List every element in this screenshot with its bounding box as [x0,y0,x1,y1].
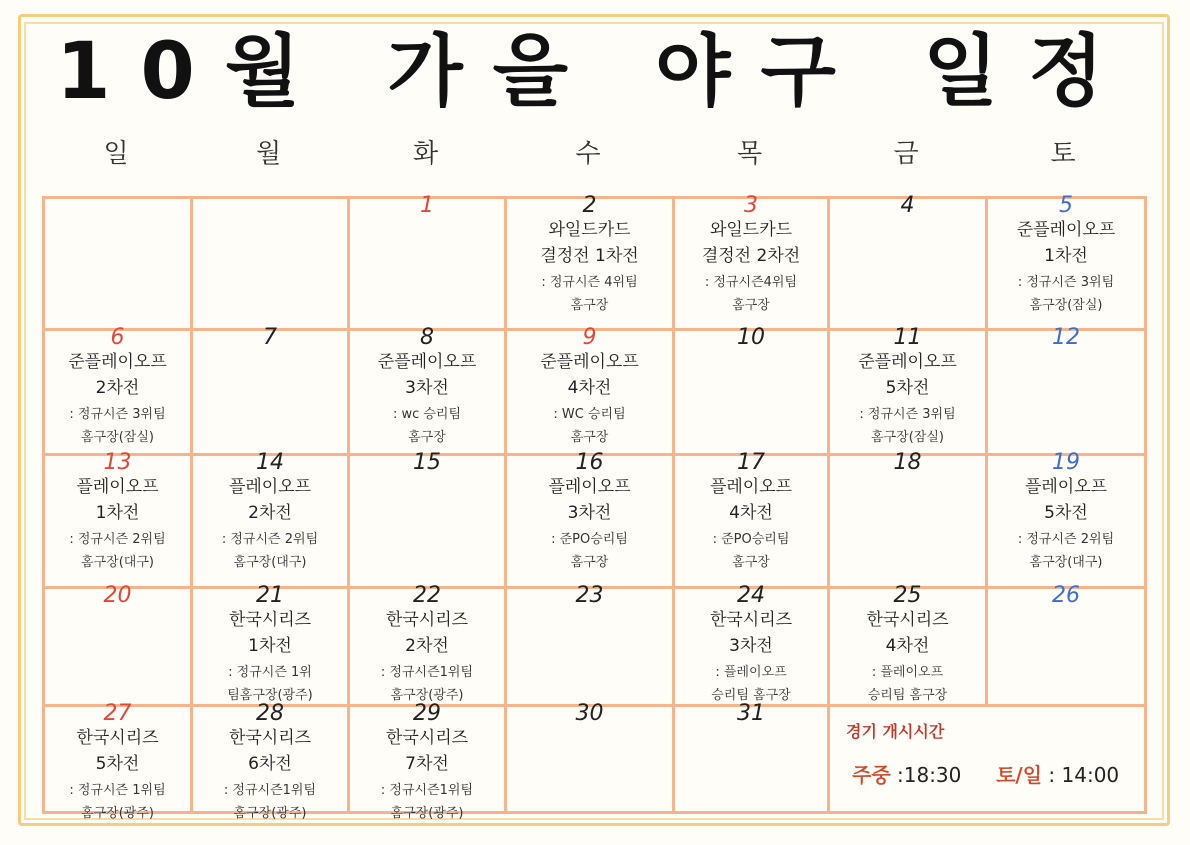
day-cell [830,583,988,707]
day-cell [193,583,350,707]
day-number: 10 [737,325,765,350]
event-content [988,217,1144,317]
event-title: 한국시리즈 3차전 [709,610,793,656]
day-cell [675,325,830,456]
weekday-label: 목 [736,139,763,169]
event-detail: : 정규시즌 1위팀 홈구장(광주) [69,783,166,821]
event-title: 플레이오프 2차전 [228,477,312,523]
day-number: 5 [1059,193,1073,218]
event-detail: : 정규시즌 3위팀 홈구장(잠실) [1017,275,1115,313]
day-number: 30 [575,701,604,726]
event-content [507,607,672,609]
day-cell [507,450,675,589]
page-title: 10월 가을 야구 일정 [56,27,1134,117]
event-detail: : 정규시즌1위팀 홈구장(광주) [380,783,474,821]
day-cell [675,701,830,811]
event-title: 준플레이오프 5차전 [858,352,957,398]
weekday-time-label: 주중 [852,763,891,787]
note-times [852,759,1119,788]
day-cell [350,193,507,331]
event-title: 와일드카드 결정전 2차전 [701,220,801,266]
weekday-label: 일 [103,139,129,169]
event-detail: : 플레이오프 승리팀 홈구장 [711,665,791,703]
event-detail: : wc 승리팀 홈구장 [392,407,462,445]
game-time-note [830,707,1144,811]
event-content [988,474,1144,574]
event-title: 준플레이오프 1차전 [1016,220,1116,266]
event-detail: : 준PO승리팀 홈구장 [551,532,628,570]
weekday-label: 수 [575,139,601,169]
event-detail: : 정규시즌 4위팀 홈구장 [541,275,638,313]
event-content [45,349,190,449]
weekday-label: 월 [255,139,282,169]
day-cell [988,193,1144,331]
weekday-time-value: :18:30 [897,763,962,787]
event-content [350,349,504,449]
day-number: 4 [900,193,915,218]
event-content [830,217,985,219]
weekday-label: 토 [1050,139,1076,169]
event-content [193,474,347,574]
day-cell [45,325,193,456]
event-detail: : 정규시즌1위팀 홈구장(광주) [223,783,317,821]
day-cell [988,583,1144,707]
event-content [675,349,827,351]
event-detail: : 준PO승리팀 홈구장 [712,532,790,570]
day-number: 27 [103,701,132,726]
weekday-label: 화 [412,139,439,169]
event-content [193,607,347,707]
day-number: 19 [1052,450,1080,475]
event-title: 와일드카드 결정전 1차전 [540,220,639,266]
day-cell [830,450,988,589]
day-cell [193,325,350,456]
day-cell [193,199,350,331]
day-number: 13 [103,450,132,475]
event-content [350,217,504,219]
event-content [988,607,1144,609]
day-number: 7 [263,325,277,350]
event-title: 한국시리즈 2차전 [385,610,469,656]
event-content [193,217,347,219]
event-detail: : 플레이오프 승리팀 홈구장 [867,665,948,703]
day-cell [350,450,507,589]
weekday-label: 금 [893,139,919,169]
event-title: 한국시리즈 7차전 [385,728,469,774]
event-content [507,349,672,449]
event-title: 한국시리즈 5차전 [76,728,159,774]
event-content [675,217,827,317]
day-number: 26 [1052,583,1080,608]
event-detail: : 정규시즌 2위팀 홈구장(대구) [69,532,166,570]
day-cell [988,325,1144,456]
event-content [350,725,504,825]
event-detail: : 정규시즌 1위 팀홈구장(광주) [227,665,313,703]
day-number: 22 [413,583,441,608]
day-cell [350,325,507,456]
weekday-header [42,136,1147,172]
day-cell [675,450,830,589]
day-number: 17 [737,450,765,475]
event-content [830,607,985,707]
day-cell [507,193,675,331]
event-content [45,725,190,825]
day-number: 23 [575,583,604,608]
event-title: 플레이오프 4차전 [709,477,793,523]
event-content [675,474,827,574]
day-cell [350,583,507,707]
day-cell [830,325,988,456]
event-content [507,474,672,574]
day-number: 29 [413,701,441,726]
day-number: 6 [110,325,125,350]
day-number: 14 [256,450,284,475]
day-number: 16 [575,450,604,475]
day-number: 25 [893,583,922,608]
event-title: 한국시리즈 1차전 [228,610,312,656]
day-cell [45,701,193,821]
day-number: 21 [256,583,284,608]
day-cell [507,325,675,456]
day-cell [45,583,193,707]
day-number: 24 [737,583,765,608]
event-content [507,217,672,317]
day-cell [830,193,988,331]
day-cell [45,450,193,589]
day-number: 28 [256,701,284,726]
event-content [675,607,827,707]
day-number: 12 [1052,325,1080,350]
day-number: 20 [103,583,132,608]
event-content [45,474,190,574]
day-number: 18 [893,450,922,475]
event-content [830,474,985,476]
event-content [675,725,827,727]
day-cell [507,583,675,707]
day-cell [507,701,675,811]
day-cell [350,701,507,821]
event-detail: : 정규시즌 2위팀 홈구장(대구) [1017,532,1115,570]
event-title: 한국시리즈 6차전 [228,728,312,774]
day-cell [193,701,350,821]
event-content [507,725,672,727]
day-cell [45,199,193,331]
event-detail: : WC 승리팀 홈구장 [553,407,626,445]
day-number: 31 [737,701,765,726]
event-content [193,349,347,351]
day-number: 1 [420,193,434,218]
event-title: 준플레이오프 2차전 [68,352,167,398]
day-cell [675,583,830,707]
day-number: 11 [893,325,922,350]
day-number: 9 [582,325,597,350]
weekend-time-label: 토/일 [996,763,1043,787]
event-detail: : 정규시즌1위팀 홈구장(광주) [380,665,474,703]
event-title: 준플레이오프 3차전 [377,352,477,398]
event-title: 플레이오프 5차전 [1024,477,1108,523]
calendar-grid [42,193,1147,821]
event-content [350,474,504,476]
event-title: 준플레이오프 4차전 [540,352,639,398]
event-detail: : 정규시즌 2위팀 홈구장(대구) [221,532,319,570]
event-title: 한국시리즈 4차전 [866,610,949,656]
day-cell [988,450,1144,589]
event-title: 플레이오프 1차전 [76,477,159,523]
note-title: 경기 개시시간 [846,722,945,741]
event-content [830,349,985,449]
day-cell [193,450,350,589]
event-content [45,607,190,609]
event-content [988,349,1144,351]
event-detail: : 정규시즌 3위팀 홈구장(잠실) [69,407,166,445]
event-detail: : 정규시즌4위팀 홈구장 [704,275,798,313]
day-cell [675,193,830,331]
day-number: 2 [582,193,597,218]
event-content [45,217,190,219]
event-detail: : 정규시즌 3위팀 홈구장(잠실) [859,407,956,445]
day-number: 15 [413,450,441,475]
weekend-time-value: : 14:00 [1048,763,1120,787]
event-content [350,607,504,707]
event-content [193,725,347,825]
day-number: 8 [420,325,434,350]
day-number: 3 [744,193,758,218]
event-title: 플레이오프 3차전 [548,477,631,523]
